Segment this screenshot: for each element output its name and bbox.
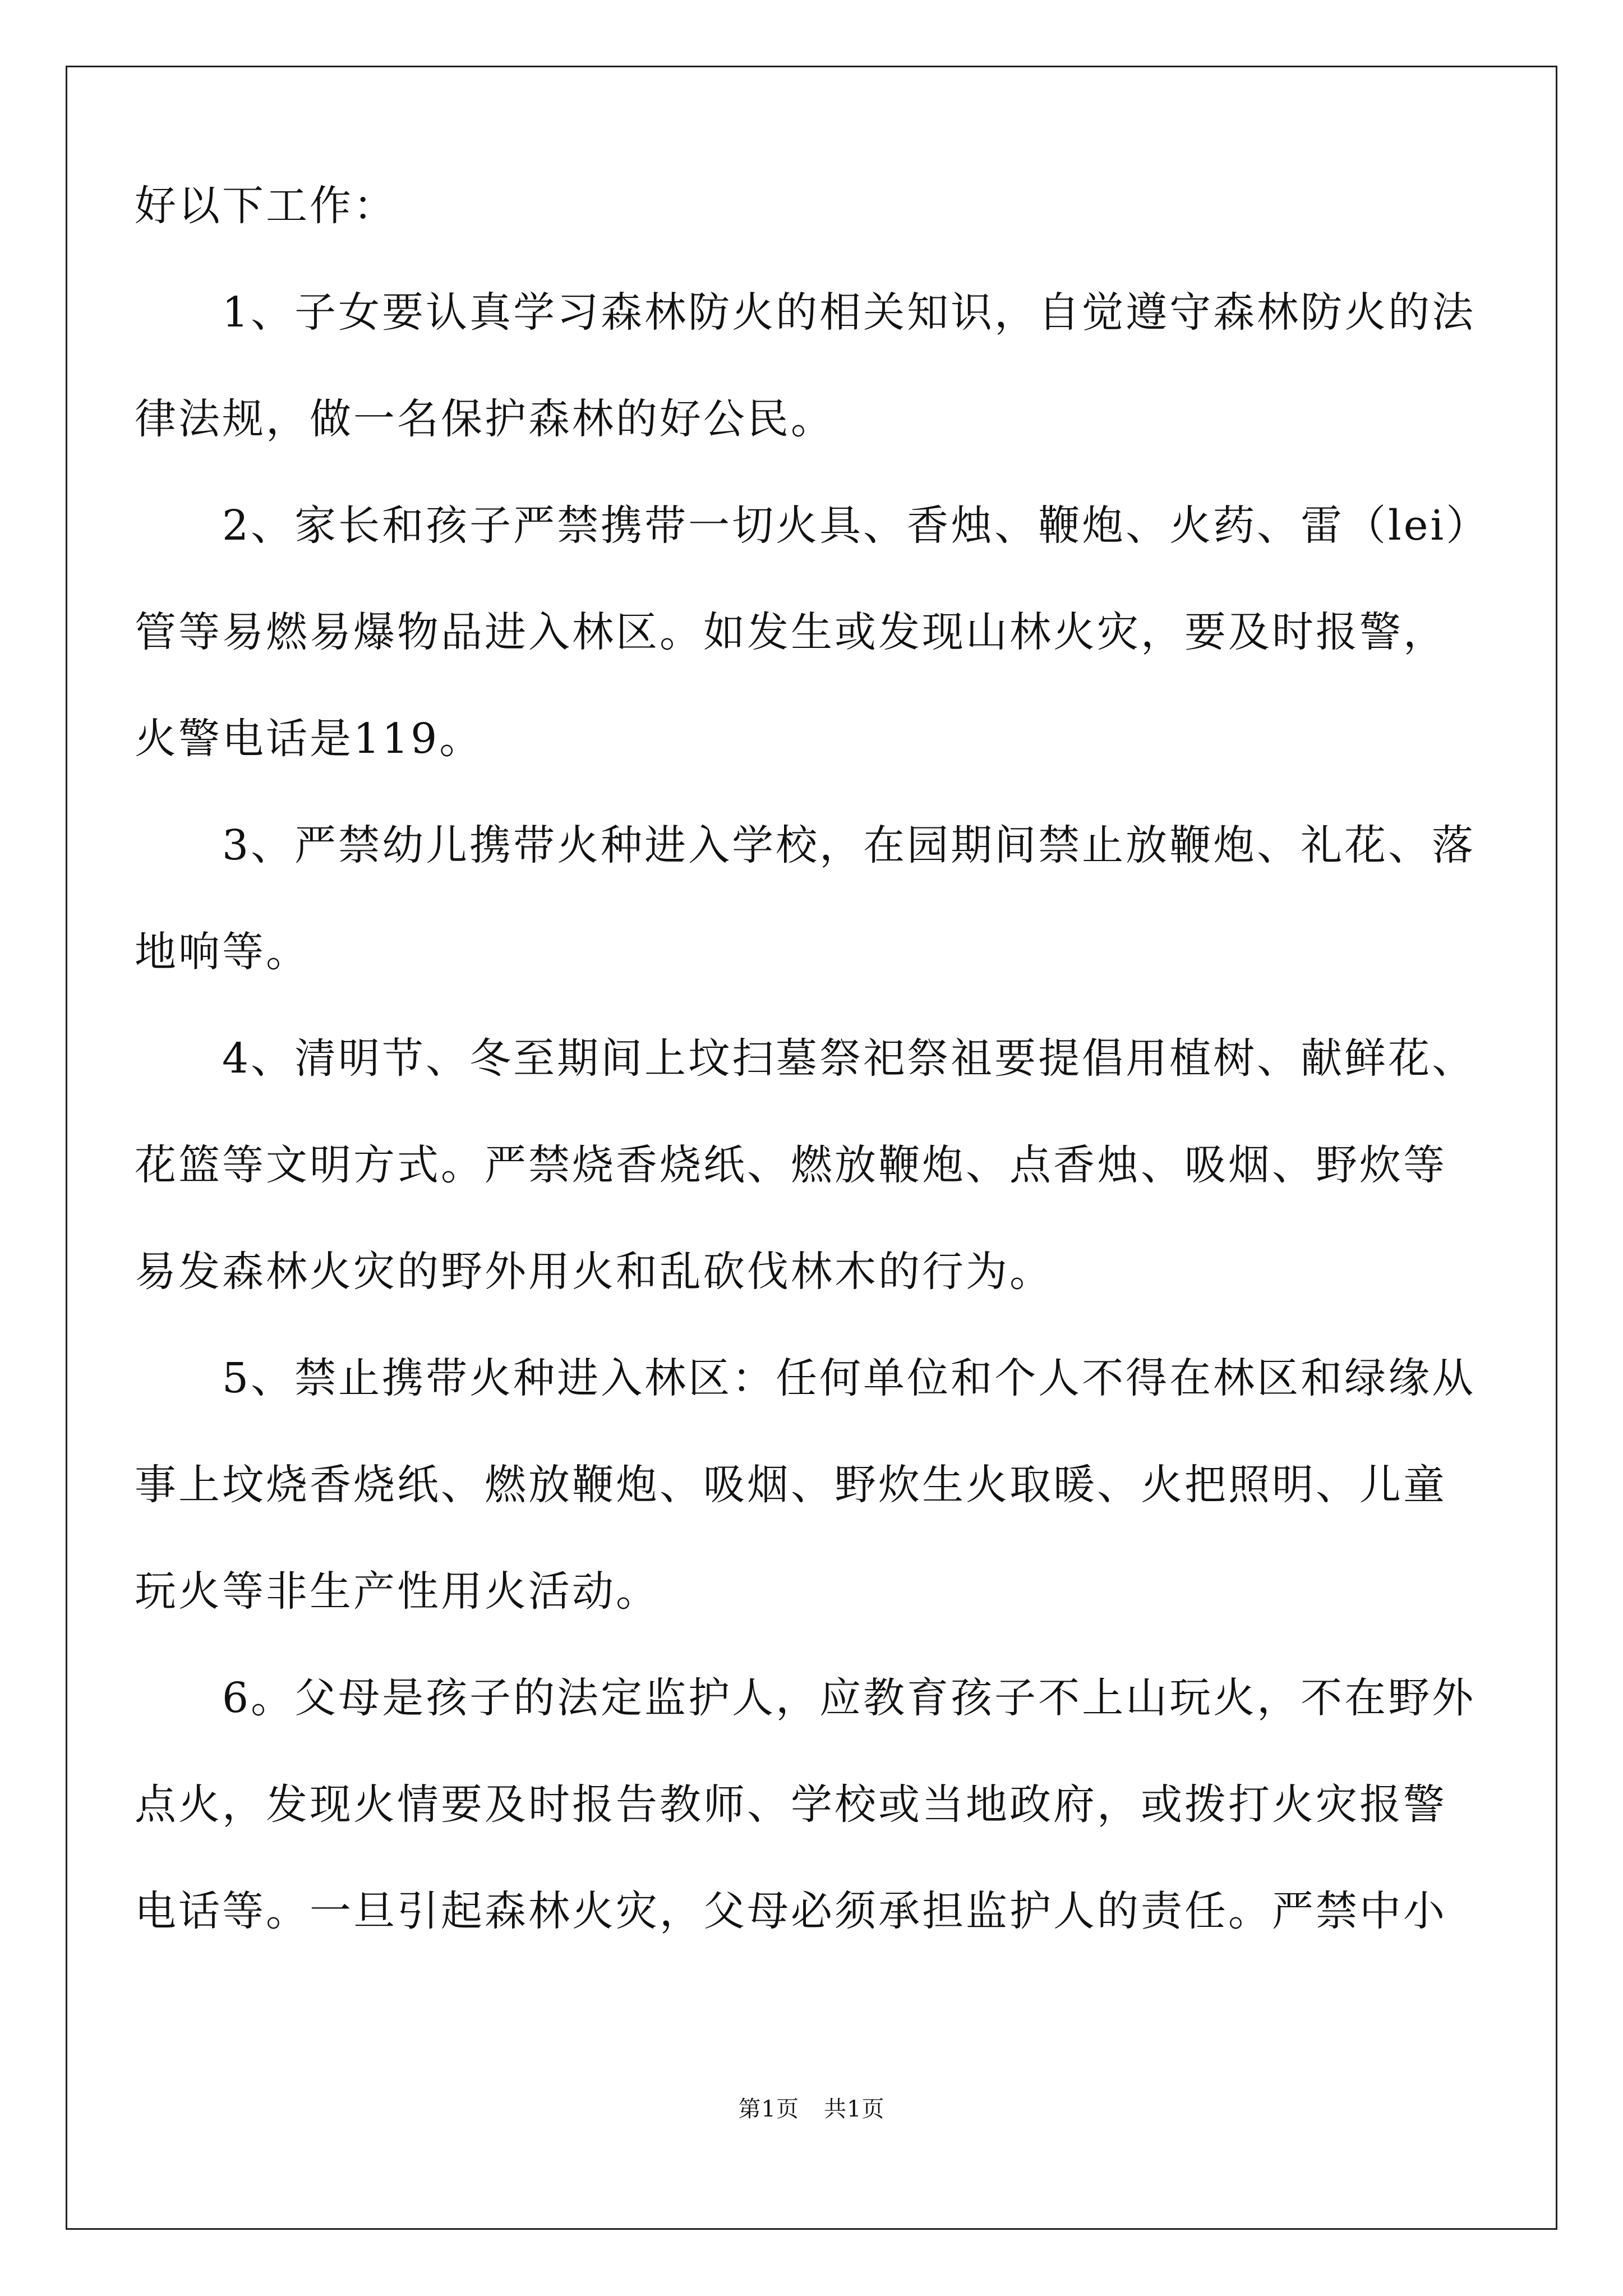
text-line: 事上坟烧香烧纸、燃放鞭炮、吸烟、野炊生火取暖、火把照明、儿童 <box>135 1461 1447 1509</box>
text-line: 点火，发现火情要及时报告教师、学校或当地政府，或拨打火灾报警 <box>135 1780 1447 1829</box>
page-number: 第1页 <box>738 2096 799 2122</box>
text-line: 管等易燃易爆物品进入林区。如发生或发现山林火灾，要及时报警， <box>135 608 1447 656</box>
text-line: 1、子女要认真学习森林防火的相关知识，自觉遵守森林防火的法 <box>135 288 1476 337</box>
text-line: 花篮等文明方式。严禁烧香烧纸、燃放鞭炮、点香烛、吸烟、野炊等 <box>135 1141 1447 1189</box>
page-total: 共1页 <box>824 2096 885 2122</box>
text-line: 地响等。 <box>135 928 310 976</box>
text-line: 好以下工作： <box>135 182 397 230</box>
page-footer <box>0 2098 1623 2120</box>
text-line: 5、禁止携带火种进入林区：任何单位和个人不得在林区和绿缘从 <box>135 1354 1476 1402</box>
text-line: 电话等。一旦引起森林火灾，父母必须承担监护人的责任。严禁中小 <box>135 1887 1447 1935</box>
text-line: 2、家长和孩子严禁携带一切火具、香烛、鞭炮、火药、雷（lei） <box>135 501 1490 550</box>
text-line: 4、清明节、冬至期间上坟扫墓祭祀祭祖要提倡用植树、献鲜花、 <box>135 1034 1476 1083</box>
text-line: 6。父母是孩子的法定监护人，应教育孩子不上山玩火，不在野外 <box>135 1674 1476 1722</box>
text-line: 易发森林火灾的野外用火和乱砍伐林木的行为。 <box>135 1248 1053 1296</box>
text-line: 火警电话是119。 <box>135 715 483 763</box>
text-line: 3、严禁幼儿携带火种进入学校，在园期间禁止放鞭炮、礼花、落 <box>135 821 1476 869</box>
text-line: 律法规，做一名保护森林的好公民。 <box>135 395 834 443</box>
text-line: 玩火等非生产性用火活动。 <box>135 1567 660 1616</box>
